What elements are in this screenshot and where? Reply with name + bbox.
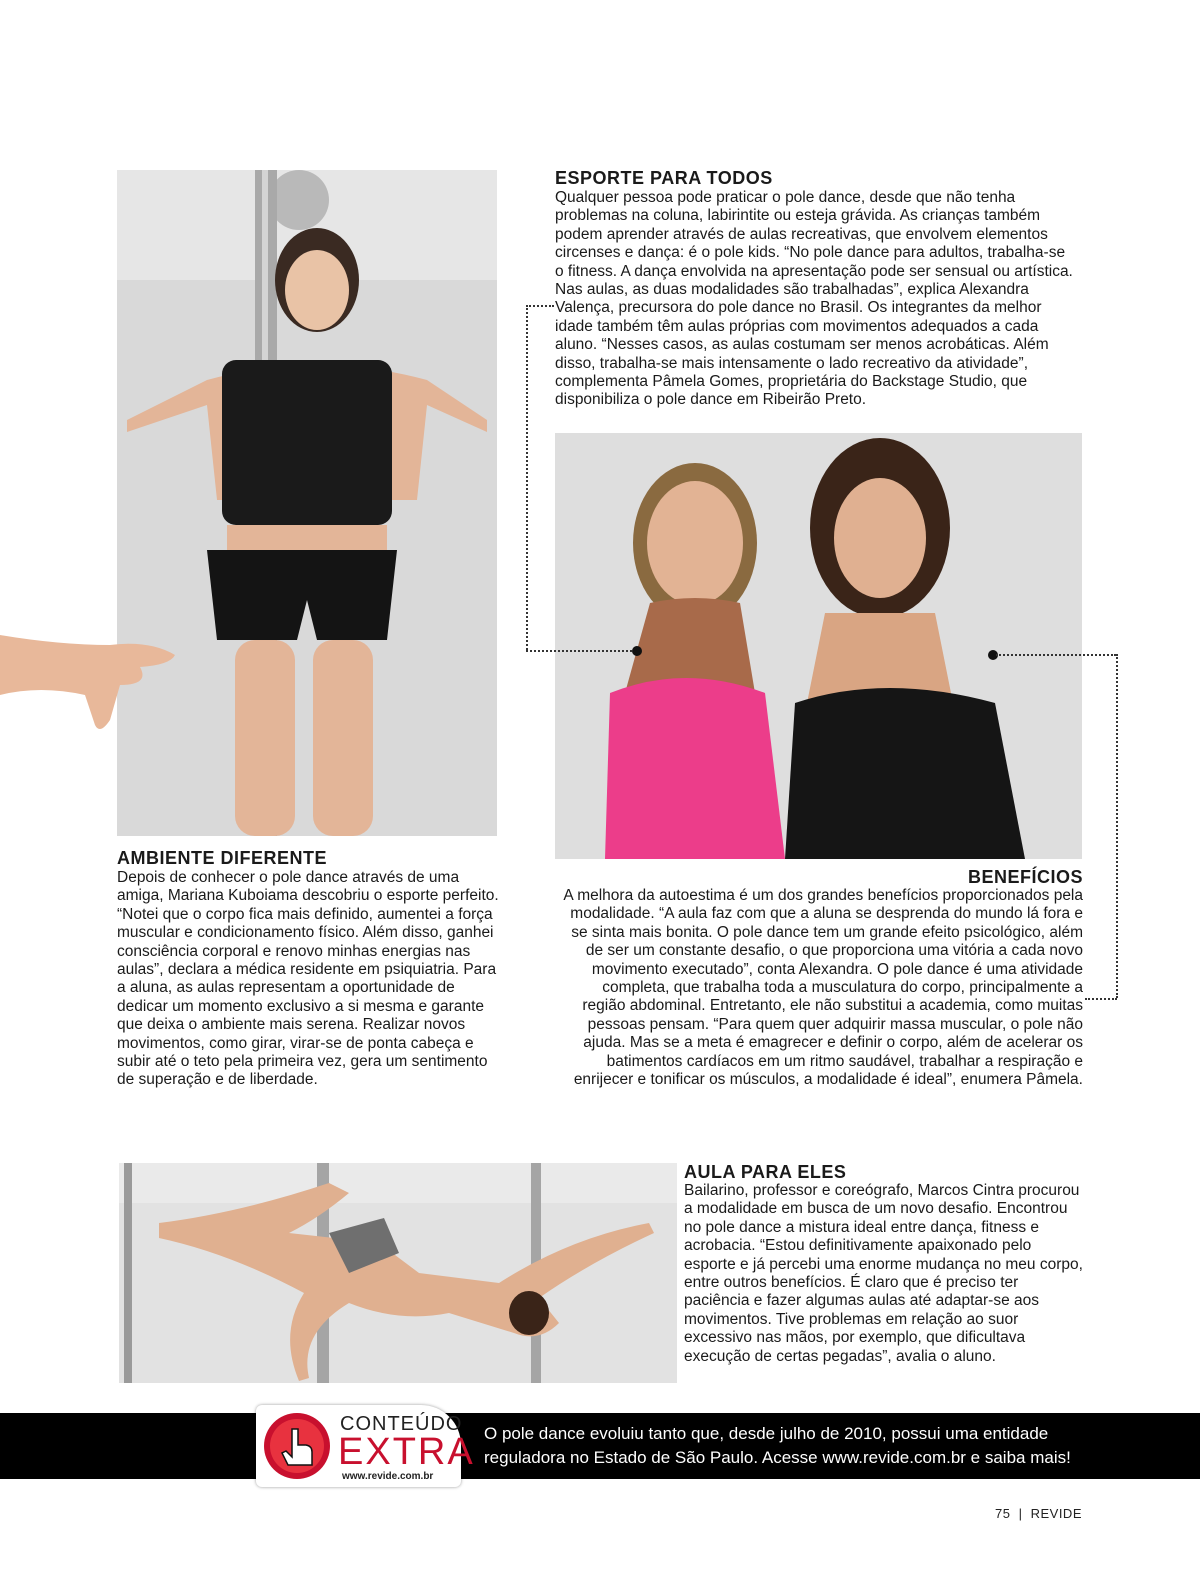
hand-photo-fragment <box>0 625 178 735</box>
text-ambiente-diferente: Depois de conhecer o pole dance através de uma amiga, Mariana Kuboiama descobriu o esporte perfeito. “Notei que o corpo fica mais definido, aumentei a força muscular e condicionamento físico. Além disso, ganhei consciência corporal e renovo minhas energias nas aulas”, declara a médica residente em psiquiatria. Para a aluna, as aulas representam a oportunidade de dedicar um momento exclusivo a si mesma e garante que deixa o ambiente mais serena. Realizar novos movimentos, como girar, virar-se de ponta cabeça e subir até o teto pela primeira vez, gera um sentimento de superação e de liberdade. <box>117 869 499 1089</box>
heading-ambiente-diferente: AMBIENTE DIFERENTE <box>117 848 328 868</box>
connector-dot-left <box>632 646 642 656</box>
banner-text <box>484 1422 1184 1470</box>
photo-man-on-poles <box>119 1163 677 1383</box>
connector-line-left-vertical <box>526 305 528 650</box>
banner-line-1: O pole dance evoluiu tanto que, desde julho de 2010, possui uma entidade <box>484 1424 1049 1443</box>
page-footer <box>995 1506 1082 1521</box>
connector-line-left-bottom <box>526 650 636 652</box>
connector-line-left-top <box>526 305 554 307</box>
text-esporte-para-todos: Qualquer pessoa pode praticar o pole dance, desde que não tenha problemas na coluna, labirintite ou esteja grávida. As crianças também podem aprender através de aulas recreativas, que envolvem elementos circenses e dança: é o pole kids. “No pole dance para adultos, trabalha-se o fitness. A dança envolvida na apresentação pode ser sensual ou artística. Nas aulas, as duas modalidades são trabalhadas”, explica Alexandra Valença, precursora do pole dance no Brasil. Os integrantes da melhor idade também têm aulas próprias com movimentos adequados a cada aluno. “Nesses casos, as aulas costumam ser menos acrobáticas. Além disso, trabalha-se mais intensamente o lado recreativo da atividade”, complementa Pâmela Gomes, proprietária do Backstage Studio, que disponibiliza o pole dance em Ribeirão Preto. <box>555 189 1073 409</box>
conteudo-extra-badge[interactable] <box>256 1405 475 1487</box>
badge-url[interactable]: www.revide.com.br <box>342 1471 434 1482</box>
page-number: 75 <box>994 1506 1011 1521</box>
photo-woman-on-pole <box>117 170 497 836</box>
text-beneficios: A melhora da autoestima é um dos grandes benefícios proporcionados pela modalidade. “A aula faz com que a aluna se desprenda do mundo lá fora e se sinta mais bonita. O pole dance tem um grande efeito psicológico, além de ser um constante desafio, o que proporciona uma vitória a cada novo movimento executado”, conta Alexandra. O pole dance é uma atividade completa, que trabalha toda a musculatura do corpo, principalmente a região abdominal. Entretanto, ele não substitui a academia, como muitas pessoas pensam. “Para quem quer adquirir massa muscular, o pole não ajuda. Mas se a meta é emagrecer e definir o corpo, além de acelerar os batimentos cardíacos em um ritmo saudável, trabalhar a respiração e enrijecer e tonificar os músculos, a modalidade é ideal”, enumera Pâmela. <box>563 887 1083 1089</box>
cursor-hand-icon <box>262 1411 332 1481</box>
connector-line-right-top <box>996 654 1116 656</box>
heading-esporte-para-todos: ESPORTE PARA TODOS <box>555 168 773 188</box>
magazine-name: REVIDE <box>1030 1506 1082 1521</box>
badge-title: CONTEÚDO <box>340 1413 463 1435</box>
banner-line-2: reguladora no Estado de São Paulo. Acesse www.revide.com.br e saiba mais! <box>484 1448 1071 1467</box>
connector-line-right-bottom <box>1085 998 1117 1000</box>
heading-aula-para-eles: AULA PARA ELES <box>684 1162 847 1182</box>
connector-line-right-vertical <box>1116 654 1118 998</box>
text-aula-para-eles: Bailarino, professor e coreógrafo, Marcos Cintra procurou a modalidade em busca de um novo desafio. Encontrou no pole dance a mistura ideal entre dança, fitness e acrobacia. “Estou definitivamente apaixonado pelo esporte e já percebi uma enorme mudança no meu corpo, entre outros benefícios. É claro que é preciso ter paciência e fazer algumas aulas até adaptar-se aos movimentos. Tive problemas em relação ao suor excessivo nas mãos, por exemplo, que dificultava execução de certas pegadas”, avalia o aluno. <box>684 1182 1083 1365</box>
badge-extra: EXTRA <box>338 1431 475 1473</box>
heading-beneficios: BENEFÍCIOS <box>967 867 1083 887</box>
footer-separator: | <box>1018 1506 1023 1521</box>
